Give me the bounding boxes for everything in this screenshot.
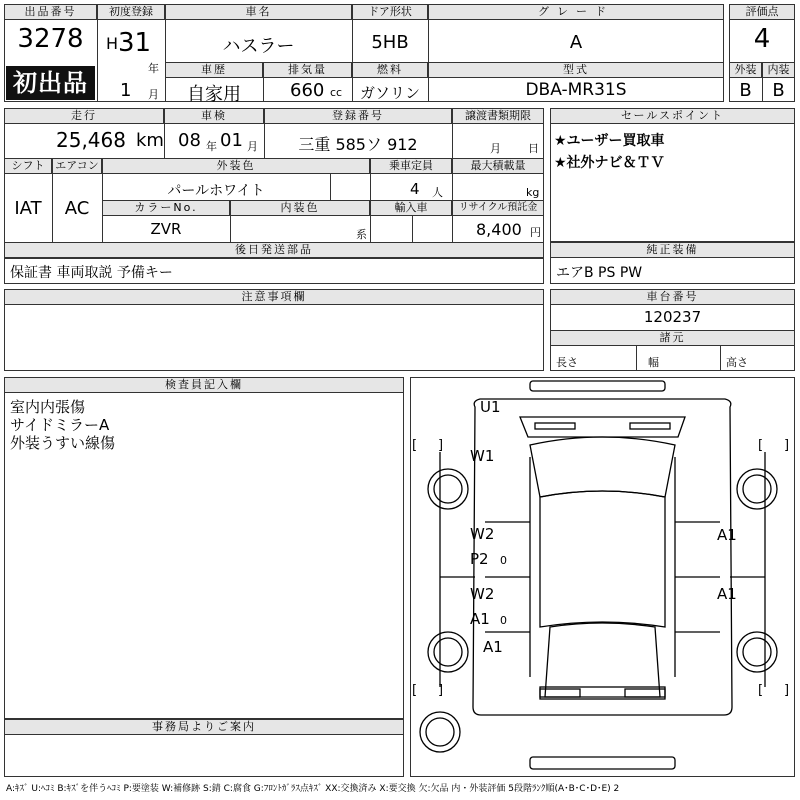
car-name: ハスラー [222, 36, 295, 57]
history-header: 車歴 [165, 62, 263, 78]
mark-a1-lower: A1 [470, 610, 490, 628]
shift: IAT [14, 198, 42, 219]
bracket-l3: [ [412, 683, 418, 698]
max-load-header: 最大積載量 [452, 158, 544, 174]
inspection-year-unit: 年 [206, 140, 217, 153]
shift-header: シフト [4, 158, 52, 174]
recycle: 8,400 [476, 220, 522, 239]
reg-year: 31 [118, 28, 152, 58]
score-exterior: B [739, 80, 752, 101]
bracket-l2: [ [758, 438, 764, 453]
mark-a1-right-top: A1 [717, 526, 737, 544]
spec-height: 高さ [726, 356, 748, 369]
inspection-month: 01 [220, 130, 243, 151]
color-no: ZVR [150, 220, 182, 238]
score-overall: 4 [753, 24, 771, 54]
sales-points-header: セールスポイント [550, 108, 795, 124]
inspector-header: 検査員記入欄 [4, 377, 404, 393]
inspector-note-1: 室内内張傷 [10, 398, 86, 416]
later-parts: 保証書 車両取説 予備キー [10, 265, 173, 281]
aircon-header: エアコン [52, 158, 102, 174]
bracket-r4: ] [784, 683, 790, 698]
fuel: ガソリン [359, 84, 420, 102]
score-header: 評価点 [729, 4, 795, 20]
car-diagram [410, 377, 795, 777]
office-header: 事務局よりご案内 [4, 719, 404, 735]
grade: A [569, 32, 583, 53]
sales-point-2: ★社外ナビ＆ＴＶ [554, 155, 665, 171]
reg-era: H [106, 34, 119, 53]
reg-month: 1 [120, 80, 132, 101]
chassis-no: 120237 [643, 308, 702, 326]
mark-p2: P2 [470, 550, 489, 568]
lot-number: 3278 [17, 24, 84, 54]
bracket-l1: [ [412, 438, 418, 453]
capacity: 4 [410, 180, 420, 198]
ext-color: パールホワイト [167, 183, 265, 199]
standard-equipment-header: 純正装備 [550, 242, 795, 258]
standard-equipment: エアB PS PW [556, 265, 643, 281]
legend: A:ｷｽﾞ U:ﾍｺﾐ B:ｷｽﾞを伴うﾍｺﾐ P:要塗装 W:補修跡 S:錆 C:腐食 G:ﾌﾛﾝﾄｶﾞﾗｽ点ｷｽﾞ XX:交換済み X:要交換 欠:欠品 内・外装評価 5段階ﾗﾝｸ順(A･B･C･D･E) 2 [6, 784, 620, 794]
inspection-header: 車検 [164, 108, 264, 124]
displacement-header: 排気量 [263, 62, 352, 78]
inspection-year: 08 [178, 130, 201, 151]
model-code-header: 型式 [428, 62, 724, 78]
mark-w1: W1 [470, 447, 495, 465]
door-type: 5HB [371, 32, 409, 53]
recycle-header: リサイクル預託金 [452, 200, 544, 216]
sales-points-block [550, 108, 795, 242]
spec-width: 幅 [648, 356, 659, 369]
reg-no-header: 登録番号 [264, 108, 452, 124]
capacity-unit: 人 [432, 186, 443, 199]
mark-w2-top: W2 [470, 525, 495, 543]
mileage-header: 走行 [4, 108, 164, 124]
specs-header: 諸元 [550, 330, 795, 346]
sales-point-1: ★ユーザー買取車 [554, 133, 665, 149]
reg-no: 三重 585ソ 912 [298, 135, 418, 154]
displacement: 660 [290, 80, 325, 101]
later-parts-header: 後日発送部品 [4, 242, 544, 258]
history: 自家用 [187, 84, 241, 105]
car-name-header: 車名 [165, 4, 352, 20]
notes-header: 注意事項欄 [4, 289, 544, 305]
int-color-header: 内装色 [230, 200, 370, 216]
recycle-unit: 円 [530, 226, 541, 239]
reg-year-unit: 年 [148, 62, 159, 75]
aircon: AC [64, 198, 90, 219]
ext-color-header: 外装色 [102, 158, 370, 174]
first-listing-badge: 初出品 [6, 66, 95, 100]
transfer-month-unit: 月 [490, 142, 501, 155]
bracket-r3: ] [438, 683, 444, 698]
inspector-note-2: サイドミラーA [10, 416, 110, 434]
displacement-unit: cc [330, 86, 343, 99]
capacity-header: 乗車定員 [370, 158, 452, 174]
fuel-header: 燃料 [352, 62, 428, 78]
mark-a1-right-bot: A1 [717, 585, 737, 603]
spec-length: 長さ [556, 356, 578, 369]
mark-zero-2: 0 [500, 614, 507, 627]
reg-month-unit: 月 [148, 88, 159, 101]
lot-no-header: 出品番号 [4, 4, 97, 20]
import-header: 輸入車 [370, 200, 452, 216]
mark-u1: U1 [480, 398, 501, 416]
transfer-deadline-header: 譲渡書類期限 [452, 108, 544, 124]
door-type-header: ドア形状 [352, 4, 428, 20]
inspection-month-unit: 月 [247, 140, 258, 153]
model-code: DBA-MR31S [525, 80, 627, 100]
mark-a1-left: A1 [483, 638, 503, 656]
grade-header: グレード [428, 4, 724, 20]
max-load-unit: kg [526, 186, 540, 199]
mileage: 25,468 [56, 128, 126, 152]
color-no-header: カラーNo. [102, 200, 230, 216]
mark-zero-1: 0 [500, 554, 507, 567]
transfer-day-unit: 日 [528, 142, 539, 155]
first-reg-header: 初度登録 [97, 4, 165, 20]
bracket-l4: [ [758, 683, 764, 698]
exterior-header: 外装 [729, 62, 762, 78]
mark-w2-bot: W2 [470, 585, 495, 603]
bracket-r2: ] [784, 438, 790, 453]
inspector-note-3: 外装うすい線傷 [10, 434, 116, 452]
bracket-r1: ] [438, 438, 444, 453]
chassis-no-header: 車台番号 [550, 289, 795, 305]
int-color-suffix: 系 [356, 228, 367, 241]
interior-header: 内装 [762, 62, 795, 78]
score-interior: B [772, 80, 785, 101]
mileage-unit: km [136, 130, 164, 151]
